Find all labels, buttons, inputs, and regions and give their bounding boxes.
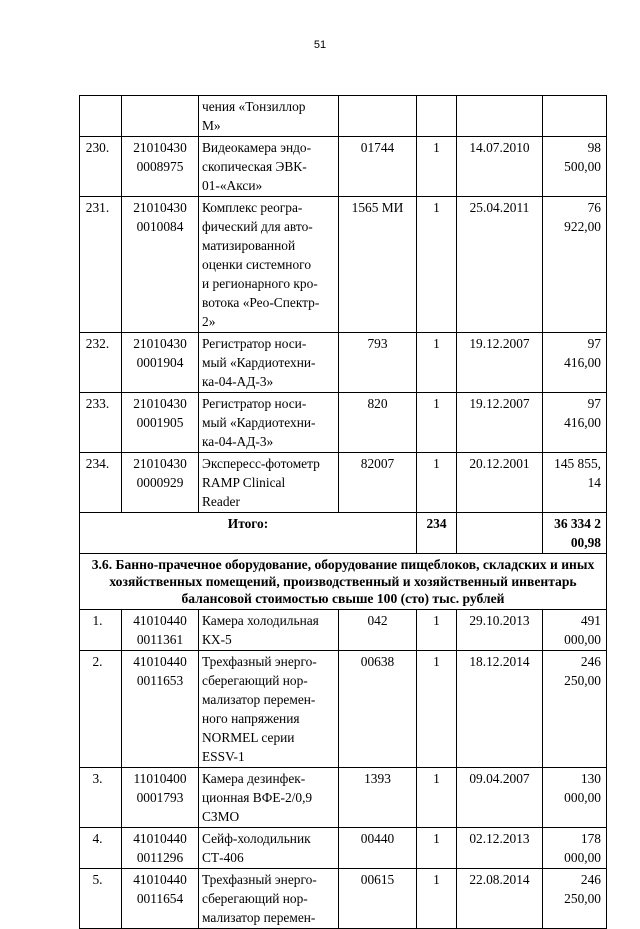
description-line: Регистратор носи-: [202, 396, 307, 411]
table-row: [80, 453, 607, 513]
description-line: Камера дезинфек-: [202, 771, 306, 786]
balance-cost: [543, 768, 607, 828]
code-line: 0011361: [136, 632, 184, 647]
row-number: 230.: [80, 137, 122, 197]
quantity: [417, 96, 457, 137]
inventory-number: [339, 96, 417, 137]
balance-cost: [543, 333, 607, 393]
quantity: 1: [417, 333, 457, 393]
cost-line: 14: [587, 475, 601, 490]
code-line: 0010084: [136, 219, 184, 234]
code-line: 0001793: [136, 790, 184, 805]
table-row: [80, 96, 607, 137]
inventory-code: [122, 96, 199, 137]
item-description: [199, 610, 339, 651]
total-label: Итого:: [80, 513, 417, 554]
code-line: 0011653: [136, 673, 184, 688]
description-line: вотока «Рео-Спектр-: [202, 295, 320, 310]
description-line: Трехфазный энерго-: [202, 872, 317, 887]
inventory-number: 01744: [339, 137, 417, 197]
description-line: 2»: [202, 314, 216, 329]
acquisition-date: 22.08.2014: [457, 869, 543, 929]
acquisition-date: [457, 96, 543, 137]
balance-cost: [543, 828, 607, 869]
table-row: [80, 333, 607, 393]
total-quantity: 234: [417, 513, 457, 554]
cost-line: 97: [587, 396, 601, 411]
description-line: и регионарного кро-: [202, 276, 318, 291]
row-number: 1.: [80, 610, 122, 651]
row-number: 3.: [80, 768, 122, 828]
quantity: 1: [417, 453, 457, 513]
description-line: матизированной: [202, 238, 296, 253]
inventory-number: 1393: [339, 768, 417, 828]
code-line: 41010440: [133, 831, 187, 846]
inventory-code: [122, 768, 199, 828]
description-line: Трехфазный энерго-: [202, 654, 317, 669]
description-line: М»: [202, 118, 221, 133]
balance-cost: [543, 137, 607, 197]
inventory-code: [122, 651, 199, 768]
code-line: 41010440: [133, 654, 187, 669]
item-description: [199, 137, 339, 197]
code-line: 0001904: [136, 355, 184, 370]
description-line: RAMP Clinical: [202, 475, 286, 490]
row-number: [80, 96, 122, 137]
cost-line: 000,00: [564, 790, 601, 805]
cost-line: 130: [580, 771, 601, 786]
cost-line: 246: [580, 872, 601, 887]
cost-line: 250,00: [564, 891, 601, 906]
cost-line: 416,00: [564, 355, 601, 370]
item-description: [199, 197, 339, 333]
cost-line: 36 334 2: [554, 516, 601, 531]
inventory-number: 00440: [339, 828, 417, 869]
total-empty: [457, 513, 543, 554]
description-line: СЗМО: [202, 809, 240, 824]
description-line: мализатор перемен-: [202, 910, 316, 925]
quantity: 1: [417, 610, 457, 651]
acquisition-date: 09.04.2007: [457, 768, 543, 828]
code-line: 21010430: [133, 396, 187, 411]
code-line: 0000929: [136, 475, 184, 490]
inventory-number: 820: [339, 393, 417, 453]
row-number: 232.: [80, 333, 122, 393]
quantity: 1: [417, 651, 457, 768]
inventory-code: [122, 333, 199, 393]
description-line: Регистратор носи-: [202, 336, 307, 351]
description-line: оценки системного: [202, 257, 312, 272]
description-line: ционная ВФЕ-2/0,9: [202, 790, 313, 805]
row-number: 4.: [80, 828, 122, 869]
acquisition-date: 19.12.2007: [457, 333, 543, 393]
cost-line: 98: [587, 140, 601, 155]
code-line: 41010440: [133, 872, 187, 887]
table-row: [80, 137, 607, 197]
row-number: 234.: [80, 453, 122, 513]
description-line: сберегающий нор-: [202, 673, 308, 688]
acquisition-date: 14.07.2010: [457, 137, 543, 197]
quantity: 1: [417, 828, 457, 869]
page-number: 51: [313, 39, 327, 51]
inventory-number: 82007: [339, 453, 417, 513]
description-line: сберегающий нор-: [202, 891, 308, 906]
description-line: NORMEL серии: [202, 730, 295, 745]
row-number: 233.: [80, 393, 122, 453]
table-row: [80, 197, 607, 333]
cost-line: 250,00: [564, 673, 601, 688]
cost-line: 97: [587, 336, 601, 351]
item-description: [199, 453, 339, 513]
description-line: ного напряжения: [202, 711, 300, 726]
acquisition-date: 18.12.2014: [457, 651, 543, 768]
acquisition-date: 25.04.2011: [457, 197, 543, 333]
item-description: [199, 869, 339, 929]
cost-line: 178: [580, 831, 601, 846]
description-line: мализатор перемен-: [202, 692, 316, 707]
description-line: СТ-406: [202, 850, 244, 865]
inventory-code: [122, 197, 199, 333]
section-heading-row: [80, 554, 607, 610]
acquisition-date: 19.12.2007: [457, 393, 543, 453]
cost-line: 922,00: [564, 219, 601, 234]
inventory-number: 00615: [339, 869, 417, 929]
code-line: 21010430: [133, 140, 187, 155]
item-description: [199, 96, 339, 137]
inventory-number: 1565 МИ: [339, 197, 417, 333]
balance-cost: [543, 651, 607, 768]
code-line: 41010440: [133, 613, 187, 628]
description-line: фический для авто-: [202, 219, 313, 234]
cost-line: 000,00: [564, 632, 601, 647]
balance-cost: [543, 610, 607, 651]
description-line: 01-«Акси»: [202, 178, 263, 193]
cost-line: 00,98: [570, 535, 601, 550]
code-line: 0011654: [136, 891, 184, 906]
code-line: 11010400: [133, 771, 187, 786]
description-line: ка-04-АД-3»: [202, 374, 274, 389]
description-line: КХ-5: [202, 632, 232, 647]
table-row: [80, 768, 607, 828]
cost-line: 491: [580, 613, 601, 628]
inventory-code: [122, 610, 199, 651]
code-line: 21010430: [133, 336, 187, 351]
cost-line: 416,00: [564, 415, 601, 430]
description-line: скопическая ЭВК-: [202, 159, 307, 174]
code-line: 0008975: [136, 159, 184, 174]
inventory-code: [122, 453, 199, 513]
table-row: [80, 828, 607, 869]
cost-line: 246: [580, 654, 601, 669]
balance-cost: [543, 453, 607, 513]
quantity: 1: [417, 197, 457, 333]
row-number: 2.: [80, 651, 122, 768]
description-line: Комплекс реогра-: [202, 200, 303, 215]
balance-cost: [543, 393, 607, 453]
total-cost: [543, 513, 607, 554]
quantity: 1: [417, 869, 457, 929]
description-line: ка-04-АД-3»: [202, 434, 274, 449]
description-line: Reader: [202, 494, 240, 509]
code-line: 0001905: [136, 415, 184, 430]
description-line: мый «Кардиотехни-: [202, 415, 316, 430]
description-line: Сейф-холодильник: [202, 831, 311, 846]
cost-line: 145 855,: [554, 456, 601, 471]
code-line: 0011296: [136, 850, 184, 865]
description-line: ESSV-1: [202, 749, 245, 764]
cost-line: 500,00: [564, 159, 601, 174]
acquisition-date: 02.12.2013: [457, 828, 543, 869]
description-line: Камера холодильная: [202, 613, 319, 628]
cost-line: 000,00: [564, 850, 601, 865]
table-row: [80, 869, 607, 929]
description-line: чения «Тонзиллор: [202, 99, 306, 114]
item-description: [199, 333, 339, 393]
acquisition-date: 20.12.2001: [457, 453, 543, 513]
code-line: 21010430: [133, 456, 187, 471]
inventory-code: [122, 393, 199, 453]
balance-cost: [543, 197, 607, 333]
table-row: [80, 393, 607, 453]
inventory-number: 793: [339, 333, 417, 393]
table-row: [80, 651, 607, 768]
table-row: [80, 610, 607, 651]
quantity: 1: [417, 137, 457, 197]
item-description: [199, 651, 339, 768]
cost-line: 76: [587, 200, 601, 215]
row-number: 231.: [80, 197, 122, 333]
acquisition-date: 29.10.2013: [457, 610, 543, 651]
code-line: 21010430: [133, 200, 187, 215]
quantity: 1: [417, 768, 457, 828]
balance-cost: [543, 96, 607, 137]
inventory-code: [122, 828, 199, 869]
quantity: 1: [417, 393, 457, 453]
item-description: [199, 828, 339, 869]
inventory-code: [122, 137, 199, 197]
total-row: [80, 513, 607, 554]
description-line: Экспересс-фотометр: [202, 456, 320, 471]
item-description: [199, 768, 339, 828]
inventory-number: 042: [339, 610, 417, 651]
row-number: 5.: [80, 869, 122, 929]
section-heading: 3.6. Банно-прачечное оборудование, оборудование пищеблоков, складских и иных хозяйственных помещений, производственный и хозяйственный инвентарь балансовой стоимостью свыше 100 (сто) тыс. рублей: [80, 554, 607, 610]
item-description: [199, 393, 339, 453]
description-line: Видеокамера эндо-: [202, 140, 312, 155]
balance-cost: [543, 869, 607, 929]
inventory-number: 00638: [339, 651, 417, 768]
inventory-table: [79, 95, 607, 929]
inventory-code: [122, 869, 199, 929]
description-line: мый «Кардиотехни-: [202, 355, 316, 370]
